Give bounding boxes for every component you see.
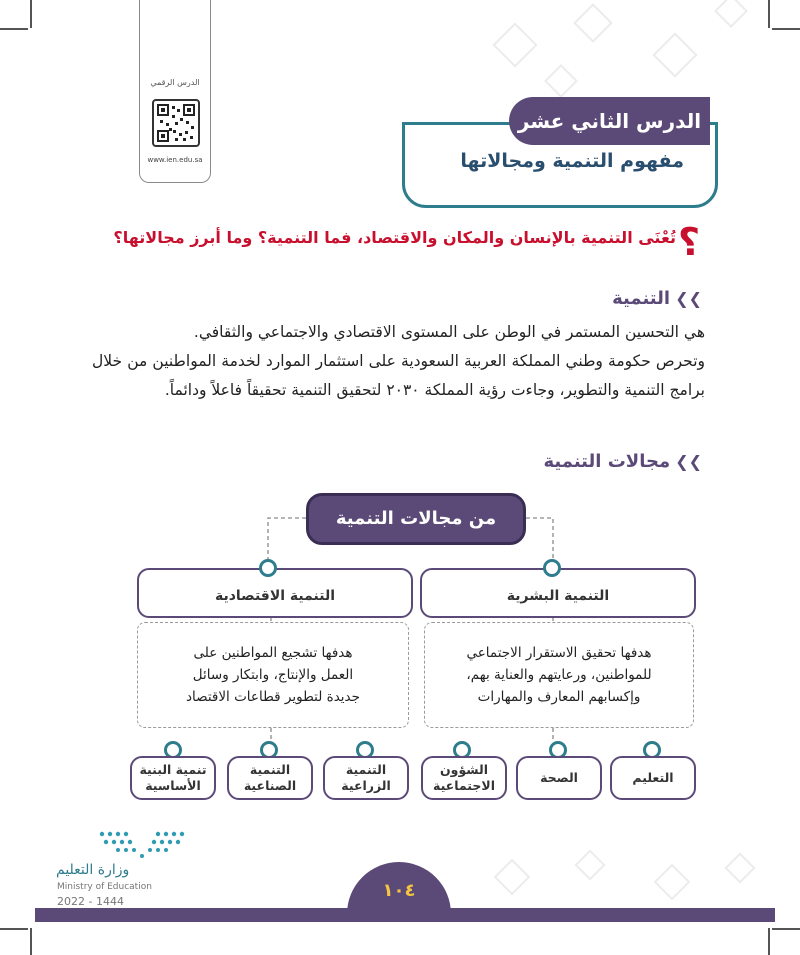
- leaf-label: التنمية الزراعية: [341, 762, 391, 793]
- leaf-industrial-development: [227, 756, 313, 800]
- section-heading-text: التنمية: [612, 288, 671, 309]
- digital-lesson-label: الدرس الرقمي: [150, 78, 200, 87]
- ministry-name-arabic: وزارة التعليم: [56, 862, 130, 878]
- edition-year: 2022 - 1444: [57, 895, 124, 908]
- diagram-root: من مجالات التنمية: [306, 493, 526, 545]
- leaf-label: التعليم: [632, 770, 674, 785]
- digital-lesson-url[interactable]: www.ien.edu.sa: [147, 156, 203, 164]
- category-economic-development: التنمية الاقتصادية: [137, 568, 413, 618]
- leaf-label: الصحة: [540, 770, 578, 785]
- economic-development-goal: [137, 622, 409, 728]
- connector-dot: [543, 559, 561, 577]
- lesson-number-badge: الدرس الثاني عشر: [509, 97, 710, 145]
- question-mark-icon: ؟: [678, 220, 701, 264]
- leaf-label: التنمية الصناعية: [243, 762, 297, 793]
- human-goal-text: هدفها تحقيق الاستقرار الاجتماعي للمواطنين، ورعايتهم والعناية بهم، وإكسابهم المعارف والمهارات: [466, 645, 652, 705]
- page-number: ١٠٤: [382, 880, 416, 901]
- leaf-health: [516, 756, 602, 800]
- leaf-label: تنمية البنية الأساسية: [139, 762, 207, 793]
- double-chevron-icon: ❯❯: [675, 289, 702, 308]
- economic-goal-text: هدفها تشجيع المواطنين على العمل والإنتاج، وابتكار وسائل جديدة لتطوير قطاعات الاقتصاد: [186, 645, 360, 705]
- human-development-goal: [424, 622, 694, 728]
- lesson-title: مفهوم التنمية ومجالاتها: [460, 150, 684, 172]
- category-human-development: التنمية البشرية: [420, 568, 696, 618]
- leaf-education: [610, 756, 696, 800]
- lesson-question: تُعْنَى التنمية بالإنسان والمكان والاقتصاد، فما التنمية؟ وما أبرز مجالاتها؟: [113, 228, 676, 247]
- development-definition: هي التحسين المستمر في الوطن على المستوى الاقتصادي والاجتماعي والثقافي.: [193, 323, 705, 341]
- ministry-logo-icon: [96, 826, 190, 860]
- leaf-infrastructure-development: [130, 756, 216, 800]
- development-description: وتحرص حكومة وطني المملكة العربية السعودية على استثمار الموارد لخدمة المواطنين من خلال برامج التنمية والتطوير، وجاءت رؤية المملكة ٢٠٣٠ لتحقيق التنمية تحقيقاً فاعلاً ودائماً.: [92, 352, 705, 399]
- ministry-name-english: Ministry of Education: [57, 882, 152, 892]
- double-chevron-icon: ❯❯: [675, 452, 702, 471]
- leaf-agricultural-development: [323, 756, 409, 800]
- leaf-label: الشؤون الاجتماعية: [433, 762, 495, 793]
- section-heading-text: مجالات التنمية: [543, 451, 671, 472]
- connector-dot: [259, 559, 277, 577]
- leaf-social-affairs: [421, 756, 507, 800]
